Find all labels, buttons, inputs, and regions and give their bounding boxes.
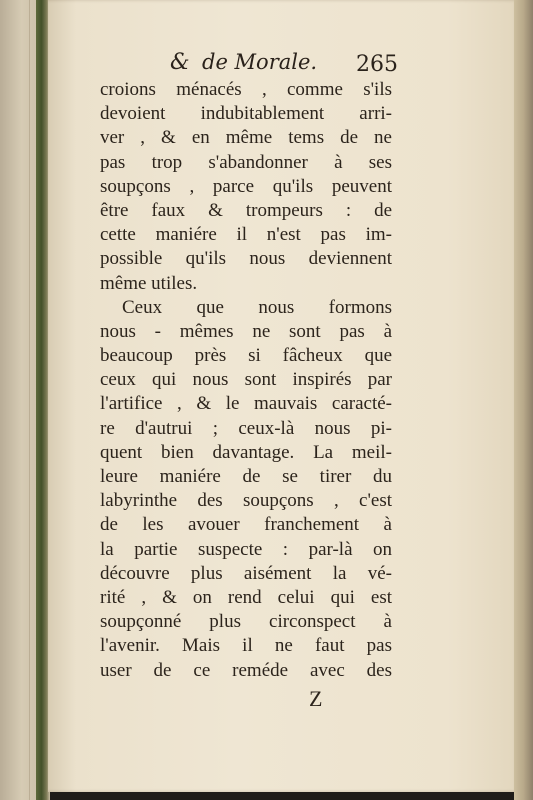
text-line: cette maniére il n'est pas im- — [100, 224, 392, 246]
text-line: possible qu'ils nous deviennent — [100, 248, 392, 270]
text-line: même utiles. — [100, 272, 198, 294]
text-line: l'artifice , & le mauvais caracté- — [100, 393, 392, 415]
page-fore-edge — [514, 0, 533, 800]
text-line: être faux & trompeurs : de — [100, 199, 392, 221]
text-line: Ceux que nous formons — [122, 296, 392, 318]
text-line: croions ménacés , comme s'ils — [100, 79, 392, 100]
text-line: ver , & en même tems de ne — [100, 127, 392, 149]
text-line: devoient indubitablement arri- — [100, 103, 392, 125]
text-line: découvre plus aisément la vé- — [100, 562, 392, 584]
text-line: de les avouer franchement à — [100, 514, 392, 536]
running-title: de Morale. — [202, 50, 318, 74]
ampersand-ornament: & — [170, 50, 190, 75]
text-line: beaucoup près si fâcheux que — [100, 345, 392, 367]
text-line: soupçons , parce qu'ils peuvent — [100, 175, 392, 197]
text-line: nous - mêmes ne sont pas à — [100, 320, 392, 342]
running-head — [124, 48, 404, 78]
text-line: ceux qui nous sont inspirés par — [100, 369, 392, 391]
previous-page-edge — [0, 0, 36, 800]
text-line: quent bien davantage. La meil- — [100, 441, 392, 463]
text-line: user de ce reméde avec des — [100, 659, 392, 681]
signature-mark: Z — [309, 686, 323, 711]
text-line: la partie suspecte : par-là on — [100, 538, 392, 560]
text-line: soupçonné plus circonspect à — [100, 611, 392, 633]
text-line: leure maniére de se tirer du — [100, 466, 392, 487]
body-text — [100, 78, 392, 683]
text-line: rité , & on rend celui qui est — [100, 586, 392, 608]
text-line: labyrinthe des soupçons , c'est — [100, 490, 392, 512]
page-number: 265 — [356, 52, 398, 77]
text-line: l'avenir. Mais il ne faut pas — [100, 635, 392, 657]
text-line: re d'autrui ; ceux-là nous pi- — [100, 417, 392, 439]
text-line: pas trop s'abandonner à ses — [100, 151, 392, 173]
